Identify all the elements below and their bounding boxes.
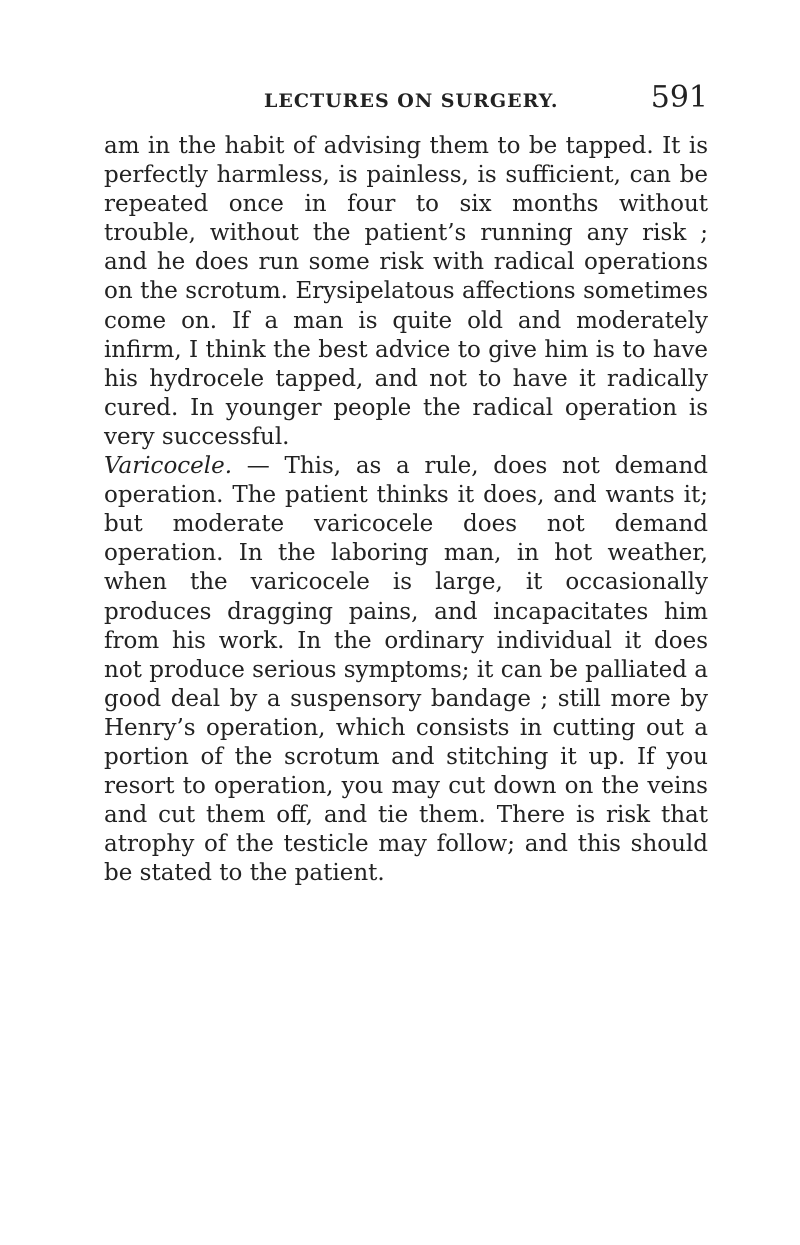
page-number: 591 xyxy=(650,80,708,115)
running-head xyxy=(104,80,708,116)
body-text xyxy=(104,132,708,888)
paragraph-hydrocele-continued: am in the habit of advising them to be tapped. It is perfectly harmless, is painless, is sufficient, can be repeated once in four to six months without trouble, without the patient’s running any risk ; and he does run some risk with radical operations on the scrotum. Erysipelatous affections sometimes come on. If a man is quite old and moderately infirm, I think the best advice to give him is to have his hydrocele tapped, and not to have it radically cured. In younger people the radical operation is very successful. xyxy=(104,133,708,450)
section-heading-varicocele: Varicocele. xyxy=(104,453,233,480)
paragraph-varicocele xyxy=(104,452,708,888)
running-title: LECTURES ON SURGERY. xyxy=(264,90,559,112)
paragraph-varicocele-text: — This, as a rule, does not demand operation. The patient thinks it does, and wants it; but moderate varicocele does not demand operation. In the laboring man, in hot weather, when the varicocele is large, it occasionally produces dragging pains, and incapacitates him from his work. In the ordinary individual it does not produce serious symptoms; it can be palliated a good deal by a suspensory bandage ; still more by Henry’s operation, which consists in cutting out a portion of the scrotum and stitching it up. If you resort to operation, you may cut down on the veins and cut them off, and tie them. There is risk that atrophy of the testicle may follow; and this should be stated to the patient. xyxy=(104,453,708,887)
